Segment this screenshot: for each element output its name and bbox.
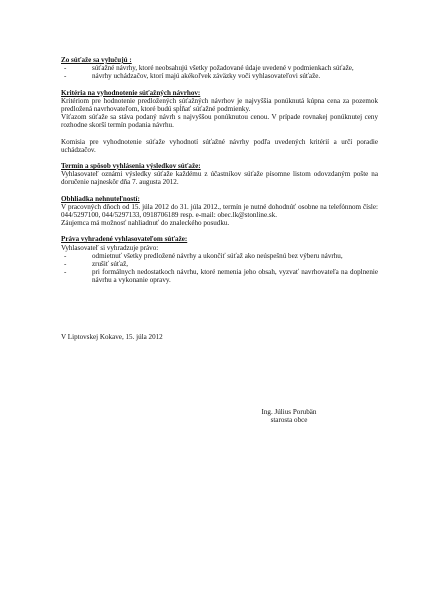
criteria-paragraph: Víťazom súťaže sa stáva podaný návrh s najvyššou ponúknutou cenou. V prípade rovnakej ponúknutej ceny rozhodne skorší termín podania návrhu. (61, 113, 378, 130)
rights-item: - odmietnuť všetky predložené návrhy a ukončiť súťaž ako neúspešnú bez výberu návrhu, (61, 252, 378, 260)
signature-name: Ing. Július Porubän (261, 408, 317, 416)
excluded-list (61, 64, 378, 80)
document-body (61, 56, 378, 341)
date-line: V Liptovskej Kokave, 15. júla 2012 (61, 332, 163, 341)
criteria-heading: Kritéria na vyhodnotenie súťažných návrhov: (61, 88, 201, 97)
rights-list (61, 252, 378, 285)
results-heading: Termín a spôsob vyhlásenia výsledkov súťaže: (61, 162, 201, 171)
inspection-paragraph: Záujemca má možnosť nahliadnuť do znaleckého posudku. (61, 219, 230, 228)
excluded-heading: Zo súťaže sa vylučujú : (61, 56, 132, 64)
criteria-paragraph: Kritériom pre hodnotenie predložených súťažných návrhov je najvyššia ponúknutá kúpna cena za pozemok predložená navrhovateľom, ktoré budú spĺňať súťažné podmienky. (61, 96, 378, 114)
results-section (61, 162, 378, 187)
rights-heading: Práva vyhradené vyhlasovateľom súťaže: (61, 235, 188, 244)
results-paragraph: Vyhlasovateľ oznámi výsledky súťaže každému z účastníkov súťaže písomne listom odovzdaným pošte na doručenie najneskôr dňa 7. augusta 2012. (61, 170, 378, 187)
inspection-heading: Obhliadka nehnuteľností: (61, 194, 140, 203)
rights-intro: Vyhlasovateľ si vyhradzuje právo: (61, 243, 159, 252)
excluded-item: - návrhy uchádzačov, ktorí majú akékoľvek záväzky voči vyhlasovateľovi súťaže. (61, 72, 378, 80)
criteria-section (61, 89, 378, 154)
criteria-paragraph: Komisia pre vyhodnotenie súťaže vyhodnotí súťažné návrhy podľa uvedených kritérií a určí poradie uchádzačov. (61, 137, 378, 154)
excluded-section (61, 56, 378, 81)
rights-section (61, 235, 378, 284)
rights-item: - zrušiť súťaž, (61, 260, 378, 268)
excluded-item: - súťažné návrhy, ktoré neobsahujú všetky požadované údaje uvedené v podmienkach súťaže, (61, 64, 378, 72)
inspection-paragraph: V pracovných dňoch od 15. júla 2012 do 31. júla 2012., termín je nutné dohodnúť osobne na telefónnom čísle: 044/5297100, 044/5297133, 0918706189 resp. e-mail: obec.lk@stonline.sk. (61, 202, 378, 220)
rights-item: - pri formálnych nedostatkoch návrhu, ktoré nemenia jeho obsah, vyzvať navrhovateľa na doplnenie návrhu a vykonanie opravy. (61, 268, 378, 284)
inspection-section (61, 195, 378, 228)
signature-title: starosta obce (270, 416, 308, 425)
signature-block (249, 408, 329, 424)
